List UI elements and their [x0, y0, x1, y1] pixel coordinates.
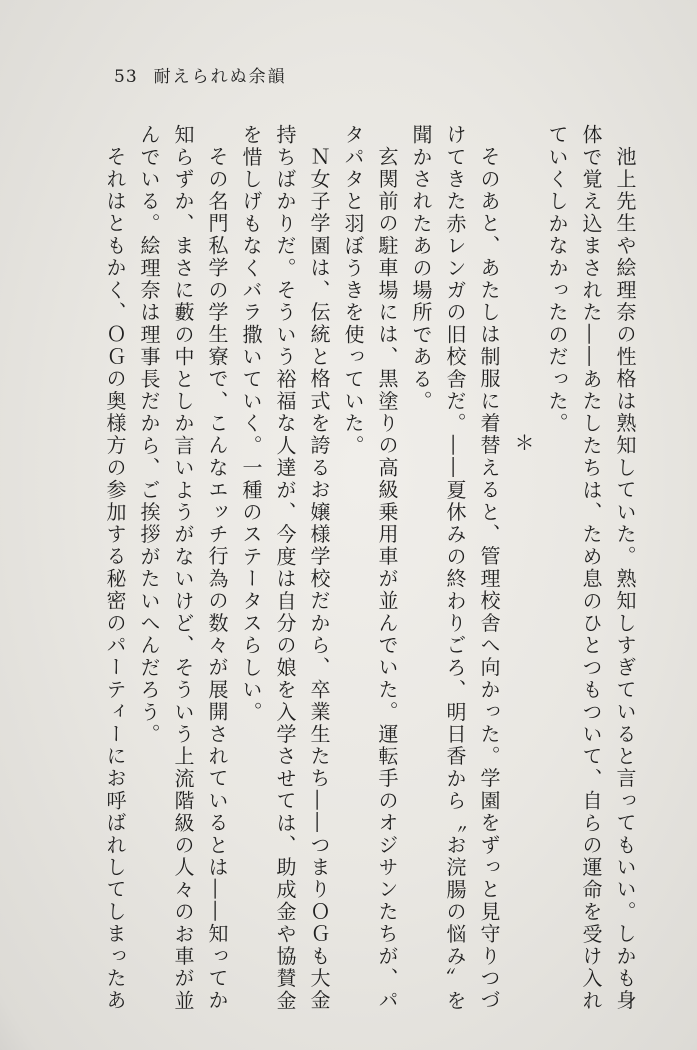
- text-line: んでいる。絵理奈は理事長だから、ご挨拶がたいへんだろう。: [137, 124, 161, 746]
- section-break-star: ＊: [511, 432, 535, 452]
- text-line: その名門私学の学生寮で、こんなエッチ行為の数々が展開されているとは――知ってか: [205, 146, 229, 1012]
- text-line: タパタと羽ぼうきを使っていた。: [341, 124, 365, 457]
- page-number: 53: [114, 67, 138, 87]
- text-line: 池上先生や絵理奈の性格は熟知していた。熟知しすぎていると言ってもいい。しかも身: [613, 146, 637, 1012]
- text-line: それはともかく、ＯＧの奥様方の参加する秘密のパーティーにお呼ばれしてしまったあ: [103, 146, 127, 1012]
- text-line: 聞かされたあの場所である。: [409, 124, 433, 413]
- text-line: そのあと、あたしは制服に着替えると、管理校舎へ向かった。学園をずっと見守りつづ: [477, 146, 501, 1012]
- page-header: [114, 62, 287, 87]
- text-line: けてきた赤レンガの旧校舎だ。――夏休みの終わりごろ、明日香から〝お浣腸の悩み〟を: [443, 124, 467, 1012]
- running-title: 耐えられぬ余韻: [153, 67, 287, 87]
- text-line: 玄関前の駐車場には、黒塗りの高級乗用車が並んでいた。運転手のオジサンたちが、パ: [375, 146, 399, 1012]
- text-line: を惜しげもなくバラ撒いていく。一種のステータスらしい。: [239, 124, 263, 724]
- text-line: ていくしかなかったのだった。: [545, 124, 569, 435]
- text-line: Ｎ女子学園は、伝統と格式を誇るお嬢様学校だから、卒業生たち――つまりＯＧも大金: [307, 146, 331, 1012]
- body-text: [98, 124, 642, 1016]
- text-line: 体で覚え込まされた――あたしたちは、ため息のひとつもついて、自らの運命を受け入れ: [579, 124, 603, 1013]
- text-line: 知らずか、まさに藪の中としか言いようがないけど、そういう上流階級の人々のお車が並: [171, 124, 195, 1012]
- text-line: 持ちばかりだ。そういう裕福な人達が、今度は自分の娘を入学させては、助成金や協賛金: [273, 124, 297, 1012]
